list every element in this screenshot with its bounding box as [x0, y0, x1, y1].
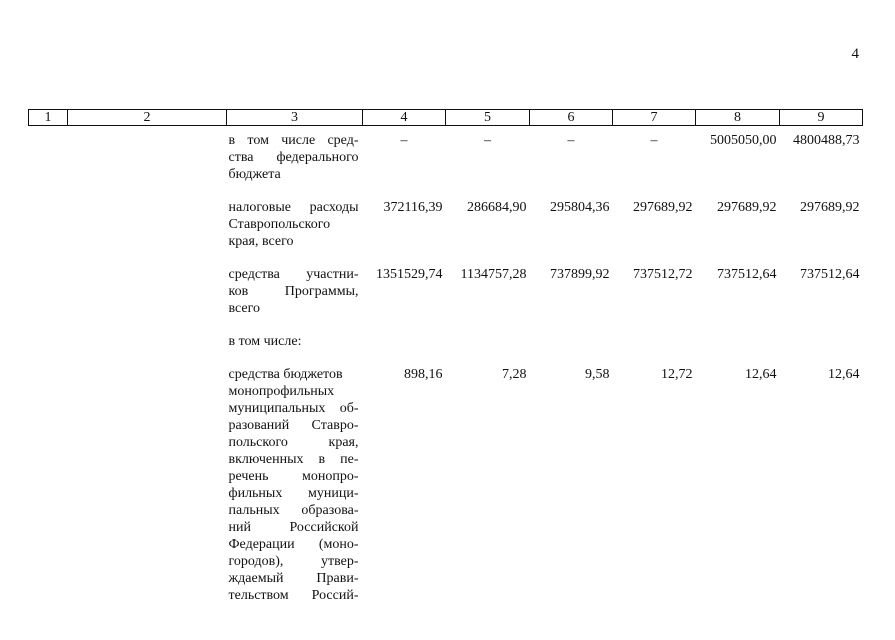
column-number-row: [29, 110, 863, 126]
value-cell: 4800488,73: [793, 133, 860, 148]
page-number: 4: [851, 46, 859, 62]
empty-cell: [29, 366, 68, 604]
description-line: в том числе сред-: [228, 133, 359, 148]
value-cell: 12,64: [745, 367, 777, 382]
value-cell: 737512,64: [717, 267, 777, 282]
description-line: всего: [228, 301, 261, 316]
description-line: пальных образова-: [228, 503, 359, 518]
description-line: муниципальных об-: [228, 401, 359, 416]
description-line: ждаемый Прави-: [228, 571, 359, 586]
row-description: [227, 333, 363, 350]
value-cell: 297689,92: [717, 200, 777, 215]
row-description: [227, 199, 363, 250]
empty-cell: [68, 266, 227, 317]
column-header: 6: [530, 110, 613, 126]
column-header: 9: [780, 110, 863, 126]
description-line: Федерации (моно-: [228, 537, 359, 552]
description-line: монопрофильных: [228, 384, 335, 399]
value-cell: 1134757,28: [460, 267, 527, 282]
column-header: 4: [363, 110, 446, 126]
value-cell: 737512,72: [633, 267, 693, 282]
value-cell: 295804,36: [550, 200, 610, 215]
value-cell: –: [400, 133, 408, 148]
description-line: Ставропольского: [228, 217, 331, 232]
description-line: городов), утвер-: [228, 554, 359, 569]
value-cell: –: [567, 133, 575, 148]
value-cell: 898,16: [404, 367, 443, 382]
table-row: [29, 366, 863, 604]
empty-cell: [363, 333, 446, 350]
table-row: [29, 266, 863, 317]
description-line: средства бюджетов: [228, 367, 343, 382]
row-description: [227, 126, 363, 184]
empty-cell: [29, 266, 68, 317]
column-header: 7: [613, 110, 696, 126]
description-line: края, всего: [228, 234, 294, 249]
description-line: ков Программы,: [228, 284, 359, 299]
value-cell: 372116,39: [383, 200, 443, 215]
empty-cell: [68, 126, 227, 184]
empty-cell: [780, 333, 863, 350]
empty-cell: [29, 333, 68, 350]
empty-cell: [613, 333, 696, 350]
value-cell: 12,64: [828, 367, 860, 382]
value-cell: 297689,92: [800, 200, 860, 215]
description-line: разований Ставро-: [228, 418, 359, 433]
empty-cell: [68, 199, 227, 250]
value-cell: 7,28: [502, 367, 527, 382]
table-row: [29, 126, 863, 184]
column-header: 3: [227, 110, 363, 126]
column-header: 1: [29, 110, 68, 126]
value-cell: 297689,92: [633, 200, 693, 215]
column-header: 5: [446, 110, 530, 126]
value-cell: 286684,90: [467, 200, 527, 215]
description-line: бюджета: [228, 167, 281, 182]
description-line: тельством Россий-: [228, 588, 359, 603]
row-description: [227, 366, 363, 604]
value-cell: 12,72: [661, 367, 693, 382]
value-cell: 737899,92: [550, 267, 610, 282]
empty-cell: [446, 333, 530, 350]
empty-cell: [68, 333, 227, 350]
description-line: ства федерального: [228, 150, 359, 165]
description-line: налоговые расходы: [228, 200, 359, 215]
value-cell: 1351529,74: [376, 267, 443, 282]
description-line: польского края,: [228, 435, 359, 450]
value-cell: –: [650, 133, 658, 148]
description-line: ний Российской: [228, 520, 359, 535]
value-cell: 5005050,00: [710, 133, 777, 148]
row-description: [227, 266, 363, 317]
description-line: средства участни-: [228, 267, 359, 282]
column-header: 8: [696, 110, 780, 126]
description-line: речень монопро-: [228, 469, 359, 484]
value-cell: –: [484, 133, 491, 148]
empty-cell: [29, 126, 68, 184]
description-line: фильных муници-: [228, 486, 359, 501]
column-header: 2: [68, 110, 227, 126]
empty-cell: [530, 333, 613, 350]
value-cell: 9,58: [585, 367, 610, 382]
description-line: в том числе:: [228, 334, 302, 349]
table-row: [29, 333, 863, 350]
empty-cell: [68, 366, 227, 604]
table-row: [29, 199, 863, 250]
value-cell: 737512,64: [800, 267, 860, 282]
empty-cell: [696, 333, 780, 350]
empty-cell: [29, 199, 68, 250]
budget-table: [28, 109, 863, 604]
description-line: включенных в пе-: [228, 452, 359, 467]
